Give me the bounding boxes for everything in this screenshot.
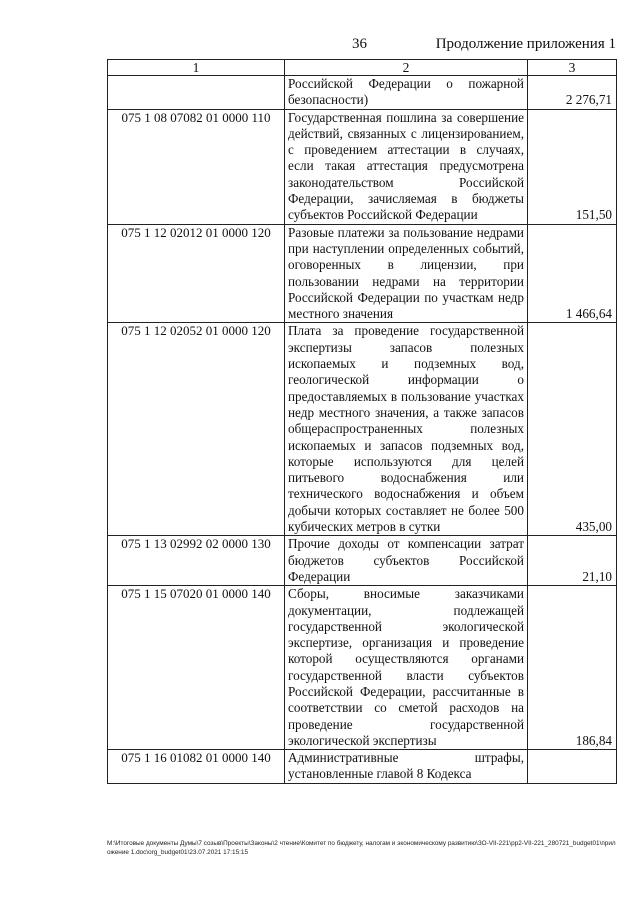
- file-path-footer: M:\Итоговые документы Думы\7 созыв\Проекты\Законы\2 чтение\Комитет по бюджету, налогам и экономическому развитию\ЗО-VII-221\рр2-VII-221_280721_budget01\приложение 1.doc\org_budget01\23.07.2021 17:15:15: [107, 840, 616, 856]
- row-amount: [528, 750, 617, 784]
- row-code: 075 1 12 02052 01 0000 120: [108, 323, 285, 536]
- row-description: Административные штрафы, установленные главой 8 Кодекса: [285, 750, 528, 784]
- row-amount: 2 276,71: [528, 76, 617, 110]
- row-amount: 151,50: [528, 109, 617, 224]
- column-header-1: 1: [108, 60, 285, 76]
- table-row: [108, 586, 617, 750]
- table-row: [108, 536, 617, 586]
- row-description: Сборы, вносимые заказчиками документации, подлежащей государственной экологической экспертизе, организация и проведение которой осуществляются органами государственной власти субъектов Российской Федерации, рассчитанные в соответствии со сметой расходов на проведение государственной экологической экспертизы: [285, 586, 528, 750]
- column-header-2: 2: [285, 60, 528, 76]
- row-code: 075 1 15 07020 01 0000 140: [108, 586, 285, 750]
- table-row: [108, 76, 617, 110]
- row-description: Государственная пошлина за совершение действий, связанных с лицензированием, с проведением аттестации в случаях, если такая аттестация предусмотрена законодательством Российской Федерации, зачисляемая в бюджеты субъектов Российской Федерации: [285, 109, 528, 224]
- row-code: 075 1 13 02992 02 0000 130: [108, 536, 285, 586]
- column-header-3: 3: [528, 60, 617, 76]
- row-code: 075 1 08 07082 01 0000 110: [108, 109, 285, 224]
- table-row: [108, 750, 617, 784]
- row-code: 075 1 16 01082 01 0000 140: [108, 750, 285, 784]
- table-row: [108, 224, 617, 323]
- row-description: Прочие доходы от компенсации затрат бюджетов субъектов Российской Федерации: [285, 536, 528, 586]
- row-description: Российской Федерации о пожарной безопасности): [285, 76, 528, 110]
- row-amount: 435,00: [528, 323, 617, 536]
- table-header-row: [108, 60, 617, 76]
- row-amount: 1 466,64: [528, 224, 617, 323]
- row-amount: 186,84: [528, 586, 617, 750]
- table-row: [108, 109, 617, 224]
- row-description: Плата за проведение государственной экспертизы запасов полезных ископаемых и подземных вод, геологической информации о предоставляемых в пользование участках недр местного значения, а также запасов общераспространенных полезных ископаемых и запасов подземных вод, которые используются для целей питьевого водоснабжения или технического водоснабжения и объем добычи которых составляет не более 500 кубических метров в сутки: [285, 323, 528, 536]
- table-row: [108, 323, 617, 536]
- row-amount: 21,10: [528, 536, 617, 586]
- row-code: 075 1 12 02012 01 0000 120: [108, 224, 285, 323]
- row-description: Разовые платежи за пользование недрами при наступлении определенных событий, оговоренных в лицензии, при пользовании недрами на территории Российской Федерации по участкам недр местного значения: [285, 224, 528, 323]
- row-code: [108, 76, 285, 110]
- revenue-table: [107, 59, 617, 784]
- page-number: 36: [352, 36, 367, 52]
- continuation-label: Продолжение приложения 1: [435, 36, 616, 52]
